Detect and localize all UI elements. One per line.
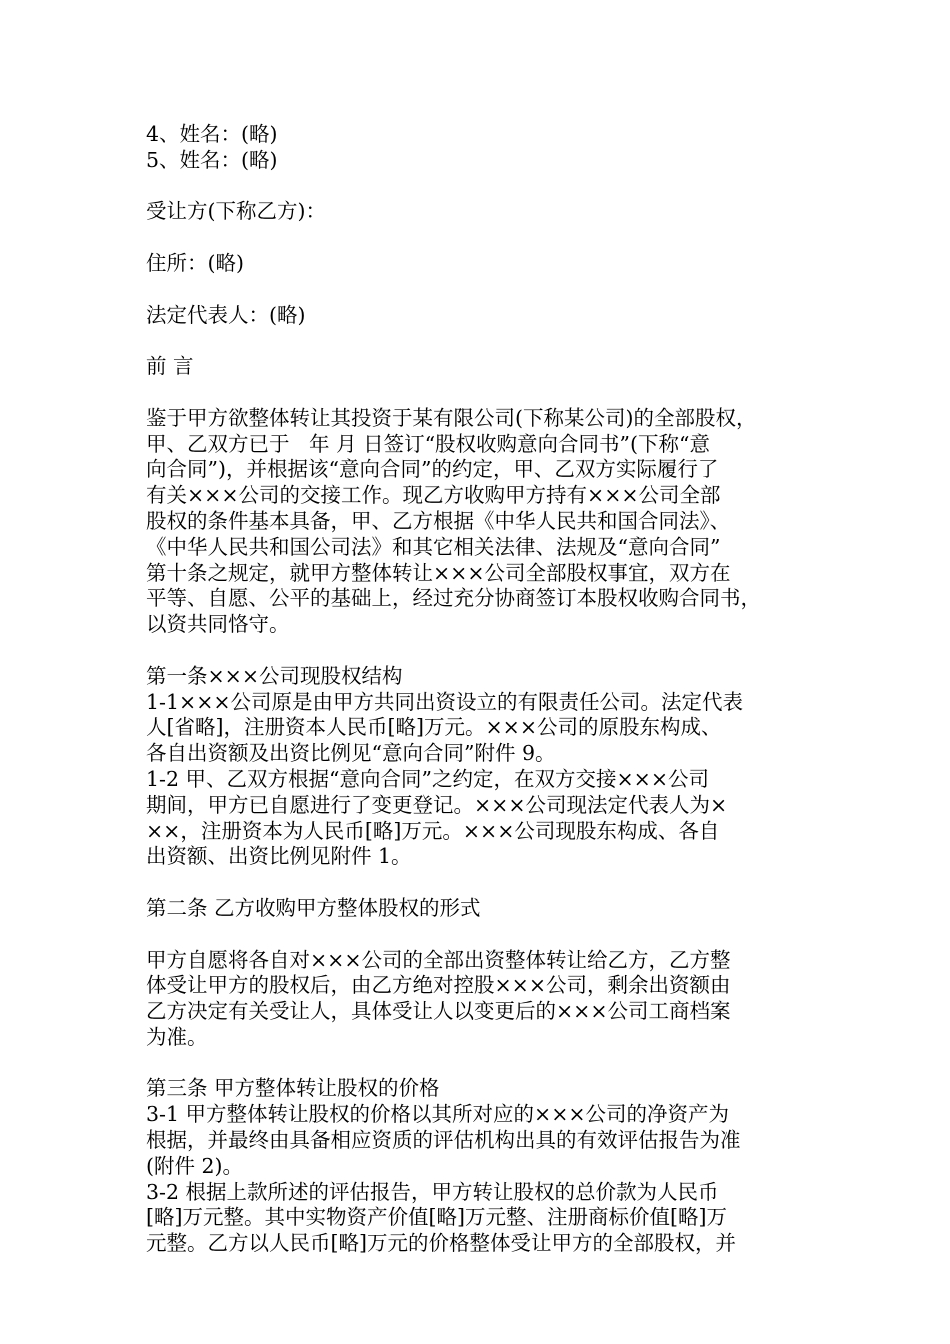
text-line: 住所：(略)	[146, 250, 244, 275]
text-line: 第一条×××公司现股权结构	[146, 663, 403, 688]
text-line: 元整。乙方以人民币[略]万元的价格整体受让甲方的全部股权，并	[146, 1231, 736, 1256]
text-line: 4、姓名：(略)	[146, 122, 278, 146]
text-line: 第十条之规定，就甲方整体转让×××公司全部股权事宜，双方在	[146, 560, 731, 585]
paragraph-gap	[146, 225, 826, 251]
text-line: 平等、自愿、公平的基础上，经过充分协商签订本股权收购合同书，	[146, 586, 761, 611]
paragraph-gap	[146, 174, 826, 200]
text-line: 有关×××公司的交接工作。现乙方收购甲方持有×××公司全部	[146, 483, 721, 508]
text-line: 期间，甲方已自愿进行了变更登记。×××公司现法定代表人为×	[146, 792, 728, 817]
text-line: 为准。	[146, 1024, 208, 1049]
text-line: 1-2 甲、乙双方根据“意向合同”之约定，在双方交接×××公司	[146, 766, 710, 791]
text-line: 乙方决定有关受让人，具体受让人以变更后的×××公司工商档案	[146, 999, 731, 1024]
text-line: 1-1×××公司原是由甲方共同出资设立的有限责任公司。法定代表	[146, 689, 744, 714]
text-line: 第二条 乙方收购甲方整体股权的形式	[146, 895, 481, 920]
text-line: 体受让甲方的股权后，由乙方绝对控股×××公司，剩余出资额由	[146, 973, 731, 998]
text-line: 3-1 甲方整体转让股权的价格以其所对应的×××公司的净资产为	[146, 1102, 730, 1127]
text-line: 法定代表人：(略)	[146, 302, 306, 327]
paragraph-gap	[146, 277, 826, 303]
paragraph-gap	[146, 328, 826, 354]
paragraph-gap	[146, 638, 826, 664]
text-line: 鉴于甲方欲整体转让其投资于某有限公司(下称某公司)的全部股权，	[146, 405, 757, 430]
text-line: 5、姓名：(略)	[146, 147, 278, 172]
paragraph-gap	[146, 380, 826, 406]
text-line: 根据，并最终由具备相应资质的评估机构出具的有效评估报告为准	[146, 1128, 741, 1153]
text-line: (附件 2)。	[146, 1153, 244, 1178]
text-line: 人[省略]，注册资本人民币[略]万元。×××公司的原股东构成、	[146, 715, 722, 740]
text-line: 以资共同恪守。	[146, 612, 290, 637]
paragraph-gap	[146, 922, 826, 948]
text-line: ××，注册资本为人民币[略]万元。×××公司现股东构成、各自	[146, 818, 720, 843]
text-line: 第三条 甲方整体转让股权的价格	[146, 1076, 440, 1101]
document-page	[146, 122, 826, 1257]
text-line: 甲、乙双方已于 年 月 日签订“股权收购意向合同书”(下称“意	[146, 431, 711, 456]
text-line: 各自出资额及出资比例见“意向合同”附件 9。	[146, 741, 556, 766]
text-line: 出资额、出资比例见附件 1。	[146, 844, 412, 869]
text-line: 3-2 根据上款所述的评估报告，甲方转让股权的总价款为人民币	[146, 1179, 719, 1204]
text-line: 《中华人民共和国公司法》和其它相关法律、法规及“意向合同”	[146, 534, 721, 559]
text-line: 向合同”)，并根据该“意向合同”的约定，甲、乙双方实际履行了	[146, 457, 719, 482]
text-line: 受让方(下称乙方)：	[146, 199, 326, 224]
text-line: 前 言	[146, 354, 194, 379]
paragraph-gap	[146, 870, 826, 896]
text-line: 甲方自愿将各自对×××公司的全部出资整体转让给乙方，乙方整	[146, 947, 731, 972]
text-line: [略]万元整。其中实物资产价值[略]万元整、注册商标价值[略]万	[146, 1205, 727, 1230]
text-line: 股权的条件基本具备，甲、乙方根据《中华人民共和国合同法》、	[146, 508, 731, 533]
paragraph-gap	[146, 1051, 826, 1077]
